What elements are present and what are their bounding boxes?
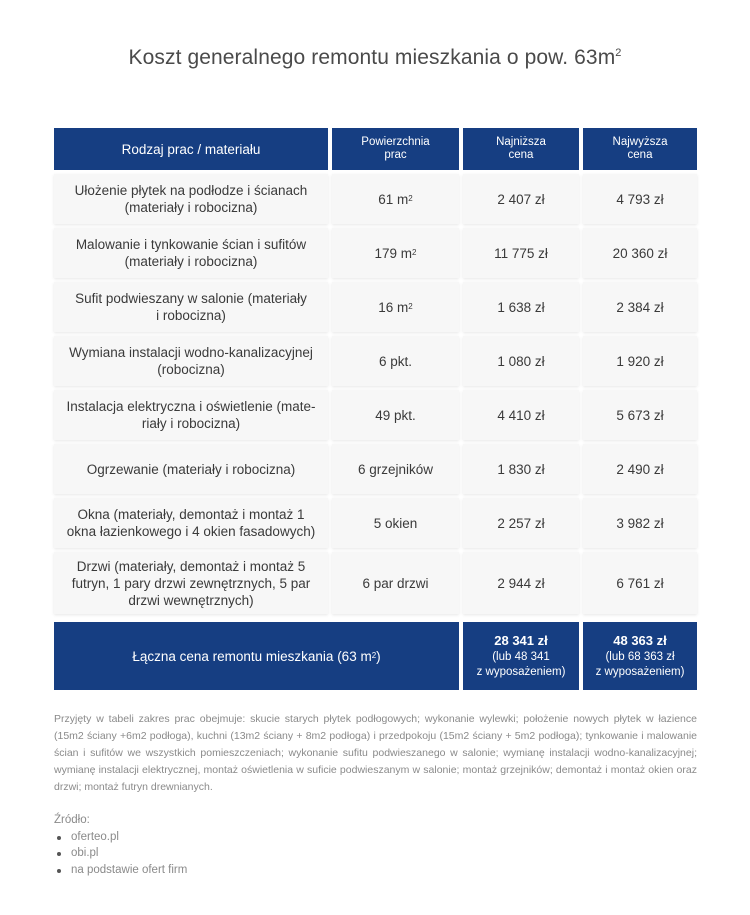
row-name-l1: Drzwi (materiały, demontaż i montaż 5 xyxy=(76,558,306,574)
row-name-l1: Ułożenie płytek na podłodze i ścianach xyxy=(74,183,308,198)
table-row xyxy=(54,498,697,548)
row-min-price: 4 410 zł xyxy=(463,390,579,440)
list-item: oferteo.pl xyxy=(54,829,454,846)
row-area xyxy=(332,552,459,614)
table-row xyxy=(54,390,697,440)
table-row xyxy=(54,336,697,386)
table-header-row xyxy=(54,128,697,170)
total-label-end: ) xyxy=(376,648,381,664)
row-name-l1: Wymiana instalacji wodno-kanalizacyjnej xyxy=(69,345,313,360)
row-area: 179 m 2 xyxy=(332,228,459,278)
source-section xyxy=(54,812,454,878)
total-max xyxy=(583,622,697,690)
row-area-value: 5 okien xyxy=(373,515,418,531)
row-min-price: 11 775 zł xyxy=(463,228,579,278)
total-label: Łączna cena remontu mieszkania (63 m 2 ) xyxy=(54,622,459,690)
table-body xyxy=(54,174,697,614)
header-min-l2: cena xyxy=(508,149,534,161)
row-name-l1: Ogrzewanie (materiały i robocizna) xyxy=(86,461,296,477)
row-max-price: 2 490 zł xyxy=(583,444,697,494)
row-name-l3: drzwi wewnętrznych) xyxy=(128,592,254,608)
source-label: Źródło: xyxy=(54,814,90,826)
title-text: Koszt generalnego remontu mieszkania o pow. 63m xyxy=(128,46,616,69)
scope-note: Przyjęty w tabeli zakres prac obejmuje: skucie starych płytek podłogowych; wykonanie wylewki; położenie nowych płytek w łazience (15m2 ściany +6m2 podłoga), kuchni (13m2 ściany + 8m2 podłoga) i przedpokoju (15m2 ściany + 5m2 podłoga); tynkowanie i malowanie ścian i sufitów we wszystkich pomieszczeniach; wykonanie sufitu podwieszanego w salonie; wymianę instalacji wodno-kanalizacyjnej; wymianę instalacji elektrycznej, montaż oświetlenia w suficie podwieszanym w salonie; montaż grzejników; demontaż i montaż okien oraz drzwi; montaż futryn drewnianych. xyxy=(54,713,697,793)
header-max-l1: Najwyższa xyxy=(612,136,668,148)
table-row xyxy=(54,282,697,332)
row-max-price: 5 673 zł xyxy=(583,390,697,440)
table-row xyxy=(54,444,697,494)
row-name-l2: i robocizna) xyxy=(156,308,226,323)
row-name-l2: (materiały i robocizna) xyxy=(124,200,258,215)
total-min-note-l2: z wyposażeniem) xyxy=(476,665,566,678)
row-min-price: 2 944 zł xyxy=(463,552,579,614)
total-max-note-l1: (lub 68 363 zł xyxy=(605,650,675,663)
list-item: obi.pl xyxy=(54,845,454,862)
row-work-type xyxy=(54,444,328,494)
row-name-l1: Sufit podwieszany w salonie (materiały xyxy=(75,291,307,306)
row-min-price: 1 638 zł xyxy=(463,282,579,332)
header-work-type: Rodzaj prac / materiału xyxy=(54,128,328,170)
row-name-l1: Malowanie i tynkowanie ścian i sufitów xyxy=(75,237,307,252)
row-area-value: 179 m xyxy=(374,245,413,261)
row-area-value: 61 m xyxy=(378,191,409,207)
row-min-price: 1 830 zł xyxy=(463,444,579,494)
row-max-price: 2 384 zł xyxy=(583,282,697,332)
row-name-l2: futryn, 1 pary drzwi zewnętrznych, 5 par xyxy=(71,575,311,591)
table-row xyxy=(54,174,697,224)
row-area xyxy=(332,390,459,440)
source-list xyxy=(54,829,454,879)
total-label-text: Łączna cena remontu mieszkania (63 m xyxy=(132,648,372,664)
row-area: 16 m 2 xyxy=(332,282,459,332)
row-area xyxy=(332,444,459,494)
row-area-value: 6 grzejników xyxy=(357,461,434,477)
row-name-l2: riały i robocizna) xyxy=(141,416,241,431)
total-row xyxy=(54,622,697,690)
total-min-value: 28 341 zł xyxy=(494,632,548,648)
total-max-value: 48 363 zł xyxy=(613,632,667,648)
row-name-l2: (robocizna) xyxy=(157,362,225,377)
row-area-value: 6 par drzwi xyxy=(362,575,429,591)
row-name-l1: Instalacja elektryczna i oświetlenie (mate- xyxy=(66,399,316,414)
row-min-price: 1 080 zł xyxy=(463,336,579,386)
row-area-value: 16 m xyxy=(378,299,409,315)
row-area xyxy=(332,336,459,386)
header-max-l2: cena xyxy=(627,149,653,161)
row-max-price: 4 793 zł xyxy=(583,174,697,224)
row-name-l1: Okna (materiały, demontaż i montaż 1 xyxy=(77,507,305,522)
table-row xyxy=(54,552,697,614)
row-name-l2: (materiały i robocizna) xyxy=(124,254,258,269)
row-work-type xyxy=(54,552,328,614)
total-max-note-l2: z wyposażeniem) xyxy=(595,665,685,678)
header-min-price xyxy=(463,128,579,170)
total-min-note-l1: (lub 48 341 xyxy=(492,650,550,663)
row-name-l2: okna łazienkowego i 4 okien fasadowych) xyxy=(66,524,316,539)
row-work-type xyxy=(54,282,328,332)
row-work-type xyxy=(54,174,328,224)
header-area xyxy=(332,128,459,170)
header-min-l1: Najniższa xyxy=(496,136,546,148)
row-area-value: 6 pkt. xyxy=(378,353,413,369)
row-min-price: 2 407 zł xyxy=(463,174,579,224)
header-area-l1: Powierzchnia xyxy=(361,136,430,148)
row-area-value: 49 pkt. xyxy=(375,407,416,423)
header-max-price xyxy=(583,128,697,170)
page-title xyxy=(0,46,750,70)
row-max-price: 6 761 zł xyxy=(583,552,697,614)
row-work-type xyxy=(54,228,328,278)
row-min-price: 2 257 zł xyxy=(463,498,579,548)
row-work-type xyxy=(54,336,328,386)
row-work-type xyxy=(54,390,328,440)
title-superscript: 2 xyxy=(615,47,622,59)
total-min xyxy=(463,622,579,690)
row-max-price: 3 982 zł xyxy=(583,498,697,548)
row-area xyxy=(332,498,459,548)
row-max-price: 1 920 zł xyxy=(583,336,697,386)
row-area: 61 m 2 xyxy=(332,174,459,224)
list-item: na podstawie ofert firm xyxy=(54,862,454,879)
table-row xyxy=(54,228,697,278)
cost-table xyxy=(54,128,697,694)
header-area-l2: prac xyxy=(384,149,407,161)
row-max-price: 20 360 zł xyxy=(583,228,697,278)
row-work-type xyxy=(54,498,328,548)
